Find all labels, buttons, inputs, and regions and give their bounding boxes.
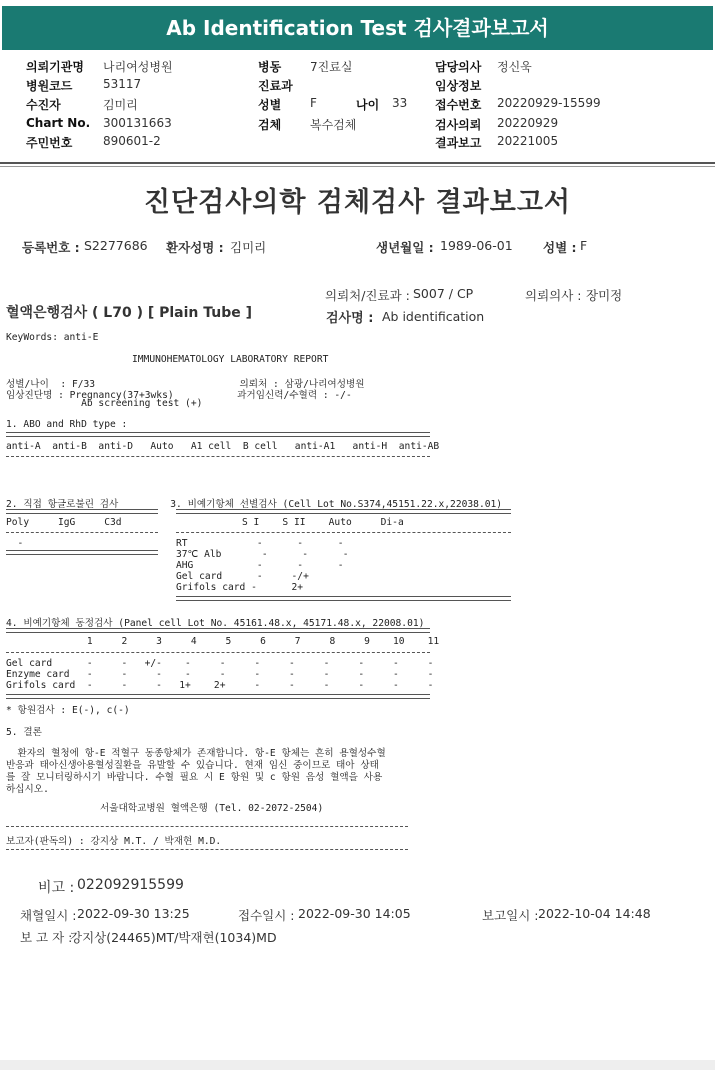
doctor-label: 의뢰의사 : [525, 288, 582, 303]
header-separator [0, 162, 715, 164]
header-col1-value-2: 김미리 [103, 98, 138, 112]
test-label: 검사명 : [326, 311, 374, 326]
screen-row: Gel card - -/+ [176, 571, 309, 582]
lab-report-title: IMMUNOHEMATOLOGY LABORATORY REPORT [132, 354, 329, 365]
divider [6, 456, 430, 457]
banner-title: Ab Identification Test 검사결과보고서 [166, 16, 549, 40]
lab-line-3: Ab screening test (+) [6, 398, 203, 409]
panel-header: 1 2 3 4 5 6 7 8 9 10 11 [6, 636, 440, 647]
screen-row: Grifols card - 2+ [176, 582, 304, 593]
header-separator-thin [0, 166, 715, 167]
sex-value: F [580, 238, 588, 253]
header-col2-label-0: 병동 [258, 60, 282, 74]
divider [6, 432, 430, 437]
dept-label: 의뢰처/진료과 : [325, 288, 410, 303]
lab-line-2: 임상진단명 : Pregnancy(37+3wks) 과거임신력/수혈력 : -/- [6, 390, 352, 401]
section-abo: 1. ABO and RhD type : [6, 419, 128, 430]
collect-label: 채혈일시 : [20, 908, 77, 923]
dept-value: S007 / CP [413, 286, 474, 301]
header-col3-value-3: 20220929 [497, 116, 559, 130]
dob-value: 1989-06-01 [440, 238, 513, 253]
divider [6, 550, 158, 555]
header-col2-label-3: 검체 [258, 118, 282, 132]
panel-row: Enzyme card - - - - - - - - - - - [6, 669, 434, 680]
report-title: 진단검사의학 검체검사 결과보고서 [143, 187, 572, 218]
divider [6, 694, 430, 699]
header-col1-label-1: 병원코드 [26, 79, 73, 93]
conclusion-line: 환자의 혈청에 항-E 적혈구 동종항체가 존재합니다. 항-E 항체는 흔히 용혈성수혈 [6, 748, 386, 759]
header-col1-label-2: 수진자 [26, 98, 61, 112]
reg-label: 등록번호 : [22, 240, 80, 255]
divider [6, 628, 430, 633]
divider [176, 532, 511, 533]
header-col2-value-0: 7진료실 [310, 60, 353, 74]
section-conclusion: 5. 결론 [6, 727, 42, 738]
header-col1-label-4: 주민번호 [26, 136, 73, 150]
divider [6, 532, 158, 533]
title-banner [0, 0, 715, 54]
note-value: 022092915599 [77, 877, 184, 893]
doctor-value: 장미정 [586, 288, 623, 303]
final-reporter-value: 강지상(24465)MT/박재현(1034)MD [70, 930, 277, 945]
header-col3-value-0: 정신욱 [497, 60, 532, 74]
header-age-label: 나이 [356, 98, 380, 112]
header-age-value: 33 [392, 96, 408, 110]
header-col1-label-3: Chart No. [26, 116, 91, 130]
section-title: 혈액은행검사 ( L70 ) [ Plain Tube ] [6, 305, 253, 321]
panel-row: Gel card - - +/- - - - - - - - - [6, 658, 434, 669]
reporter-line: 보고자(판독의) : 강지상 M.T. / 박재현 M.D. [6, 836, 222, 847]
divider [6, 826, 408, 827]
header-col3-label-1: 임상정보 [435, 79, 482, 93]
name-value: 김미리 [230, 240, 267, 255]
header-col2-value-3: 복수검체 [310, 118, 357, 132]
header-col1-value-4: 890601-2 [103, 134, 161, 148]
header-col3-label-2: 접수번호 [435, 98, 482, 112]
header-col1-label-0: 의뢰기관명 [26, 60, 84, 74]
name-label: 환자성명 : [166, 240, 224, 255]
divider [176, 596, 511, 601]
conclusion-line: 반응과 태아신생아용혈성질환을 유발할 수 있습니다. 현재 임신 중이므로 태아 상태 [6, 760, 379, 771]
header-col2-value-2: F [310, 96, 317, 110]
panel-row: Grifols card - - - 1+ 2+ - - - - - - [6, 680, 434, 691]
conclusion-line: 를 잘 모니터링하시기 바랍니다. 수혈 필요 시 E 항원 및 c 항원 음성 혈액을 사용 [6, 772, 383, 783]
final-reporter-label: 보 고 자 : [20, 930, 73, 945]
header-col2-label-1: 진료과 [258, 79, 293, 93]
header-col3-label-3: 검사의뢰 [435, 118, 482, 132]
report-time-label: 보고일시 : [482, 908, 539, 923]
abo-header: anti-A anti-B anti-D Auto A1 cell B cell anti-A1 anti-H anti-AB [6, 441, 440, 452]
dat-row: - [6, 538, 24, 549]
screen-row: RT - - - [176, 538, 344, 549]
header-col2-label-2: 성별 [258, 98, 282, 112]
screen-row: AHG - - - [176, 560, 344, 571]
screen-header: S I S II Auto Di-a [242, 517, 404, 528]
dat-header: Poly IgG C3d [6, 517, 122, 528]
note-label: 비고 : [38, 880, 75, 896]
header-col3-label-4: 결과보고 [435, 136, 482, 150]
lab-line-1: 성별/나이 : F/33 의뢰처 : 삼광/나리여성병원 [6, 379, 365, 390]
section-panel: 4. 비예기항체 동정검사 (Panel cell Lot No. 45161.48.x, 45171.48.x, 22008.01) [6, 618, 425, 629]
reg-value: S2277686 [84, 238, 148, 253]
header-col1-value-3: 300131663 [103, 116, 172, 130]
header-col3-label-0: 담당의사 [435, 60, 482, 74]
receive-label: 접수일시 : [238, 908, 295, 923]
header-col1-value-1: 53117 [103, 77, 142, 91]
keywords: KeyWords: anti-E [6, 332, 99, 343]
divider [6, 652, 430, 653]
collect-value: 2022-09-30 13:25 [77, 906, 190, 921]
divider [176, 509, 511, 514]
screen-row: 37℃ Alb - - - [176, 549, 349, 560]
sex-label: 성별 : [543, 240, 577, 255]
dob-label: 생년월일 : [376, 240, 434, 255]
receive-value: 2022-09-30 14:05 [298, 906, 411, 921]
conclusion-line: 하십시오. [6, 784, 49, 795]
header-col3-value-4: 20221005 [497, 134, 559, 148]
header-col3-value-2: 20220929-15599 [497, 96, 601, 110]
divider [6, 509, 158, 514]
page-bottom-strip [0, 1060, 715, 1070]
test-value: Ab identification [382, 309, 485, 324]
hospital-contact: 서울대학교병원 혈액은행 (Tel. 02-2072-2504) [100, 803, 324, 814]
header-col1-value-0: 나리여성병원 [103, 60, 173, 74]
divider [6, 849, 408, 850]
antigen-test: * 항원검사 : E(-), c(-) [6, 705, 130, 716]
section-dat-screen: 2. 직접 항글로불린 검사 3. 비예기항체 선별검사 (Cell Lot No.S374,45151.22.x,22038.01) [6, 499, 503, 510]
report-time-value: 2022-10-04 14:48 [538, 906, 651, 921]
